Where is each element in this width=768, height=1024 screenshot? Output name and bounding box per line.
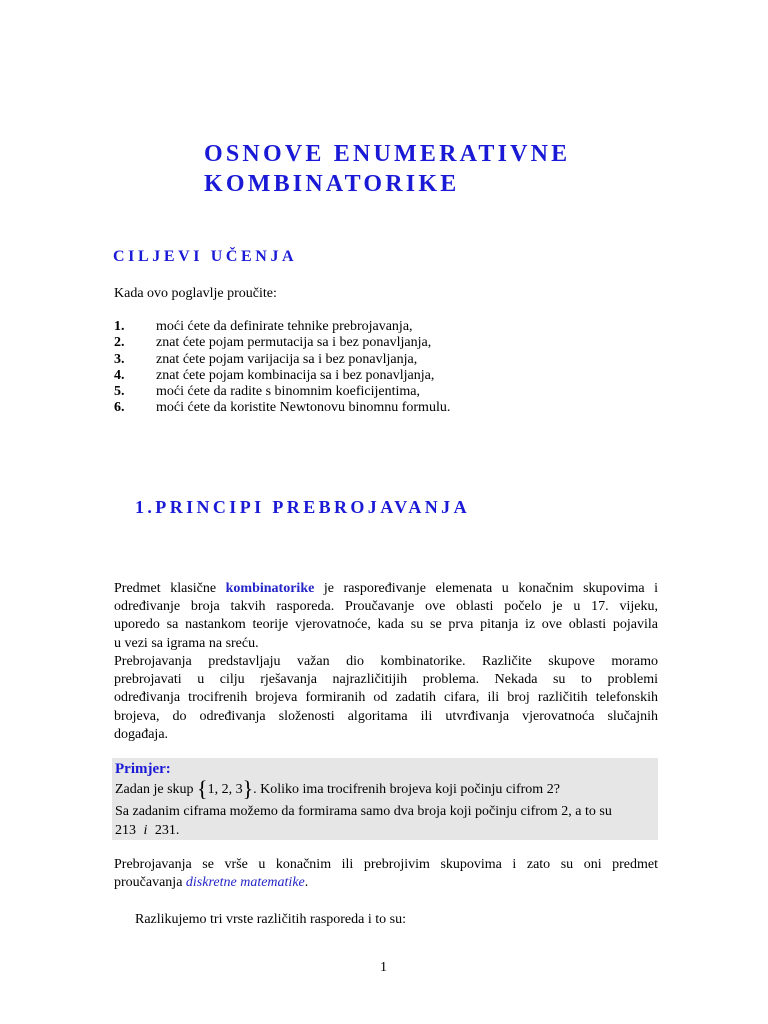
objective-number: 5. (114, 384, 125, 400)
objective-number: 3. (114, 351, 125, 367)
page-number: 1 (380, 960, 387, 975)
objectives-list (114, 319, 450, 417)
example-question (115, 776, 560, 801)
paragraph-counting (114, 653, 658, 744)
text-segment: . Koliko ima trocifrenih brojeva koji počinju cifrom 2? (253, 782, 560, 797)
set-content: 1, 2, 3 (207, 782, 243, 797)
conjunction: i (143, 823, 148, 838)
objective-text: znat ćete pojam kombinacija sa i bez ponavljanja, (156, 367, 435, 383)
brace-close: } (242, 776, 254, 801)
objective-number: 1. (114, 319, 125, 334)
paragraph-line (114, 580, 658, 598)
paragraph-intro (114, 580, 658, 653)
paragraph-line: događaja. (114, 726, 169, 742)
objective-text: moći ćete da definirate tehnike prebrojavanja, (156, 319, 413, 334)
paragraph-line: uporedo sa nastankom teorije vjerovatnoće, kada su se prva pitanja iz ove oblasti pojavila (114, 617, 658, 633)
paragraph-line: u vezi sa igrama na sreću. (114, 635, 259, 651)
paragraph-line: određivanja trocifrenih brojeva formiranih od zadatih cifara, ili broj različitih telefonskih (114, 690, 658, 706)
paragraph-line: prebrojavati u cilju rješavanja najrazličitijih problema. Nekada su to problemi (114, 672, 658, 688)
section-heading: 1.PRINCIPI PREBROJAVANJA (135, 497, 470, 517)
number-213: 213 (115, 823, 136, 838)
objective-item (114, 400, 450, 416)
paragraph-line: brojeva, do određivanja složenosti algoritama ili utvrđivanja vjerovatnoća slučajnih (114, 708, 658, 724)
objective-text: moći ćete da radite s binomnim koeficijentima, (156, 384, 420, 400)
text-segment: Zadan je skup (115, 782, 198, 797)
brace-open: { (197, 776, 208, 801)
text-segment: proučavanja (114, 875, 186, 891)
objective-text: moći ćete da koristite Newtonovu binomnu formulu. (156, 400, 451, 416)
text-segment: Predmet klasične (114, 581, 226, 596)
paragraph-discrete (114, 856, 658, 892)
objectives-heading: CILJEVI UČENJA (113, 248, 298, 265)
objective-text: znat ćete pojam varijacija sa i bez ponavljanja, (156, 351, 418, 367)
objective-number: 6. (114, 400, 125, 416)
example-numbers (115, 822, 179, 840)
text-segment: . (304, 875, 309, 891)
paragraph-line: određivanje broja takvih rasporeda. Proučavanje ove oblasti počelo je u 17. vijeku, (114, 599, 658, 615)
discrete-math-link[interactable]: diskretne matematike (185, 875, 305, 891)
example-answer: Sa zadanim ciframa možemo da formirama samo dva broja koji počinju cifrom 2, a to su (115, 804, 612, 819)
paragraph-line: Prebrojavanja se vrše u konačnim ili prebrojivim skupovima i zato su oni predmet (114, 857, 658, 872)
number-231: 231. (154, 823, 180, 838)
document-title-line-2: KOMBINATORIKE (204, 171, 460, 197)
objective-item (114, 319, 450, 335)
example-box (112, 758, 658, 840)
set-notation (197, 776, 254, 801)
objective-item (114, 384, 450, 400)
text-segment: je raspoređivanje elemenata u konačnim skupovima i (314, 581, 658, 596)
objective-number: 2. (114, 335, 125, 351)
paragraph-line: Prebrojavanja predstavljaju važan dio kombinatorike. Različite skupove moramo (114, 654, 658, 669)
objective-item (114, 368, 450, 384)
document-title-line-1: OSNOVE ENUMERATIVNE (204, 141, 571, 167)
paragraph-types: Razlikujemo tri vrste različitih rasporeda i to su: (135, 912, 406, 927)
example-label: Primjer: (115, 761, 171, 777)
objective-item (114, 335, 450, 351)
keyword-link[interactable]: kombinatorike (225, 581, 315, 596)
objective-item (114, 352, 450, 368)
objective-number: 4. (114, 367, 125, 383)
objective-text: znat ćete pojam permutacija sa i bez ponavljanja, (156, 335, 432, 351)
objectives-intro: Kada ovo poglavlje proučite: (114, 286, 277, 301)
paragraph-line (114, 874, 658, 892)
